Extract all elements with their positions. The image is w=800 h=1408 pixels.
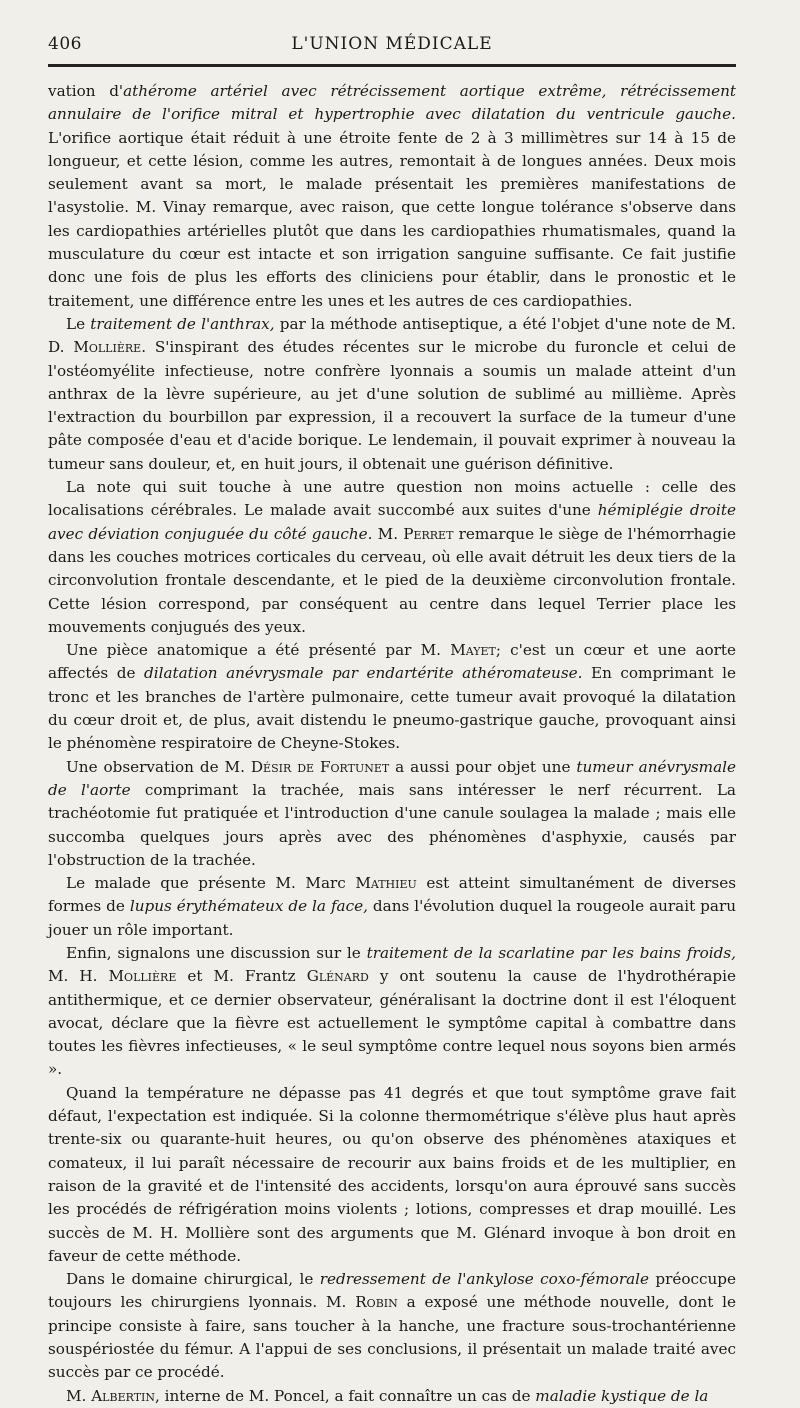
italic-run: traitement de l'anthrax, [90,314,275,333]
text-run: M. [66,1386,92,1405]
paragraph [48,476,736,639]
text-run: a exposé une méthode nouvelle, dont le principe consiste à faire, sans toucher à la hanche, une fracture sous-trochantérienne souspériostée du fémur. A l'appui de ses conclusions, il présentait un malade traité avec succès par ce procédé. [48,1293,736,1382]
article-body [48,80,736,1408]
paragraph [48,639,736,755]
text-run: Le malade que présente M. Marc [66,874,356,893]
paragraph [48,1082,736,1268]
text-run: M. H. [48,967,109,986]
italic-run: hémiplégie droite avec déviation conjuguée du côté gauche. [48,501,736,543]
text-run: est atteint simultanément de diverses formes de [48,874,737,916]
author-name: Mathieu [355,874,417,893]
text-run: M. [372,524,404,543]
page-header [48,30,736,60]
paragraph [48,80,736,313]
italic-run: tumeur anévrysmale de l'aorte [48,757,736,799]
author-name: Albertin [91,1386,156,1405]
paragraph [48,1268,736,1384]
paragraph [48,756,736,872]
text-run: , interne de M. Poncel, a fait connaître un cas de [155,1386,536,1405]
text-run: Le [66,314,91,333]
author-name: Glénard [306,967,369,986]
italic-run: traitement de la scarlatine par les bains froids, [366,943,736,962]
text-run: vation d' [48,82,124,100]
author-name: Mayet [450,641,496,660]
page-number: 406 [48,34,82,54]
text-run: et M. Frantz [176,967,307,986]
journal-title: L'UNION MÉDICALE [291,34,493,54]
author-name: Robin [355,1293,398,1312]
text-run: par la méthode antiseptique, a été l'objet d'une note de M. D. [48,314,736,357]
text-run: . S'inspirant des études récentes sur le microbe du furoncle et celui de l'ostéomyélite infectieuse, notre confrère lyonnais a soumis un malade atteint d'un anthrax de la lèvre supérieure, au jet d'une solution de sublimé au millième. Après l'extraction du bourbillon par expression, il a recouvert la surface de la tumeur d'une pâte composée d'eau et d'acide borique. Le lendemain, il pouvait exprimer à nouveau la tumeur sans douleur, et, en huit jours, il obtenait une guérison définitive. [48,338,736,473]
author-name: Mollière [73,338,142,357]
text-run: Une observation de M. [66,757,251,776]
header-rule [48,64,736,67]
text-run: ; c'est un cœur et une aorte affectés de [48,641,736,683]
text-run: Une pièce anatomique a été présenté par M. [66,641,451,660]
italic-run: redressement de l'ankylose coxo-fémorale [319,1270,649,1289]
text-run: La note qui suit touche à une autre question non moins actuelle : celle des localisations cérébrales. Le malade avait succombé aux suites d'une [48,478,736,520]
text-run: préoccupe toujours les chirurgiens lyonnais. M. [48,1270,737,1312]
text-run: comprimant la trachée, mais sans intéresser le nerf récurrent. La trachéotomie fut pratiquée et l'introduction d'une canule soulagea la malade ; mais elle succomba quelques jours après avec des phénomènes d'asphyxie, causés par l'obstruction de la trachée. [48,780,736,869]
text-run: remarque le siège de l'hémorrhagie dans les couches motrices corticales du cerveau, où elle avait détruit les deux tiers de la circonvolution frontale descendante, et le pied de la deuxième circonvolution frontale. Cette lésion correspond, par conséquent au centre dans lequel Terrier place les mouvements conjugués des yeux. [48,524,736,636]
text-run: Quand la température ne dépasse pas 41 degrés et que tout symptôme grave fait défaut, l'expectation est indiquée. Si la colonne thermométrique s'élève plus haut après trente-six ou quarante-huit heures, ou qu'on observe des phénomènes ataxiques et comateux, il lui paraît nécessaire de recourir aux bains froids et de les multiplier, en raison de la gravité et de l'intensité des accidents, lorsqu'on aura éprouvé sans succès les procédés de réfrigération moins violents ; lotions, compresses et drap mouillé. Les succès de M. H. Mollière sont des arguments que M. Glénard invoque à bon droit en faveur de cette méthode. [48,1083,736,1265]
italic-run: dilatation anévrysmale par endartérite athéromateuse. [144,664,583,683]
italic-run: maladie kystique de la [535,1386,709,1405]
text-run: L'orifice aortique était réduit à une étroite fente de 2 à 3 millimètres sur 14 à 15 de longueur, et cette lésion, comme les autres, remontait à de longues années. Deux mois seulement avant sa mort, le malade présentait les premières manifestations de l'asystolie. M. Vinay remarque, avec raison, que cette longue tolérance s'observe dans les cardiopathies artérielles plutôt que dans les cardiopathies rhumatismales, quand la musculature du cœur est intacte et son irrigation sanguine suffisante. Ce fait justifie donc une fois de plus les efforts des cliniciens pour établir, dans le pronostic et le traitement, une différence entre les unes et les autres de ces cardiopathies. [48,128,736,310]
paragraph [48,1385,736,1408]
text-run: En comprimant le tronc et les branches de l'artère pulmonaire, cette tumeur avait provoqué la dilatation du cœur droit et, de plus, avait distendu le pneumo-gastrique gauche, provoquant ainsi le phénomène respiratoire de Cheyne-Stokes. [48,664,737,753]
italic-run: lupus érythémateux de la face, [129,897,368,916]
italic-run: athérome artériel avec rétrécissement aortique extrême, rétrécissement annulaire de l'orifice mitral et hypertrophie avec dilatation du ventricule gauche. [48,82,736,124]
author-name: Perret [403,524,454,543]
paragraph [48,313,736,476]
paragraph [48,942,736,1082]
text-run: y ont soutenu la cause de l'hydrothérapie antithermique, et ce dernier observateur, généralisant la doctrine dont il est l'éloquent avocat, déclare que la fièvre est actuellement le symptôme capital à combattre dans toutes les fièvres infectieuses, « le seul symptôme contre lequel nous soyons bien armés ». [48,967,736,1079]
paragraph [48,872,736,942]
text-run: Enfin, signalons une discussion sur le [66,943,367,962]
text-run: dans l'évolution duquel la rougeole aurait paru jouer un rôle important. [48,897,736,939]
author-name: Mollière [108,967,177,986]
text-run: a aussi pour objet une [389,757,577,776]
author-name: Désir de Fortunet [250,757,390,776]
text-run: Dans le domaine chirurgical, le [66,1270,320,1289]
